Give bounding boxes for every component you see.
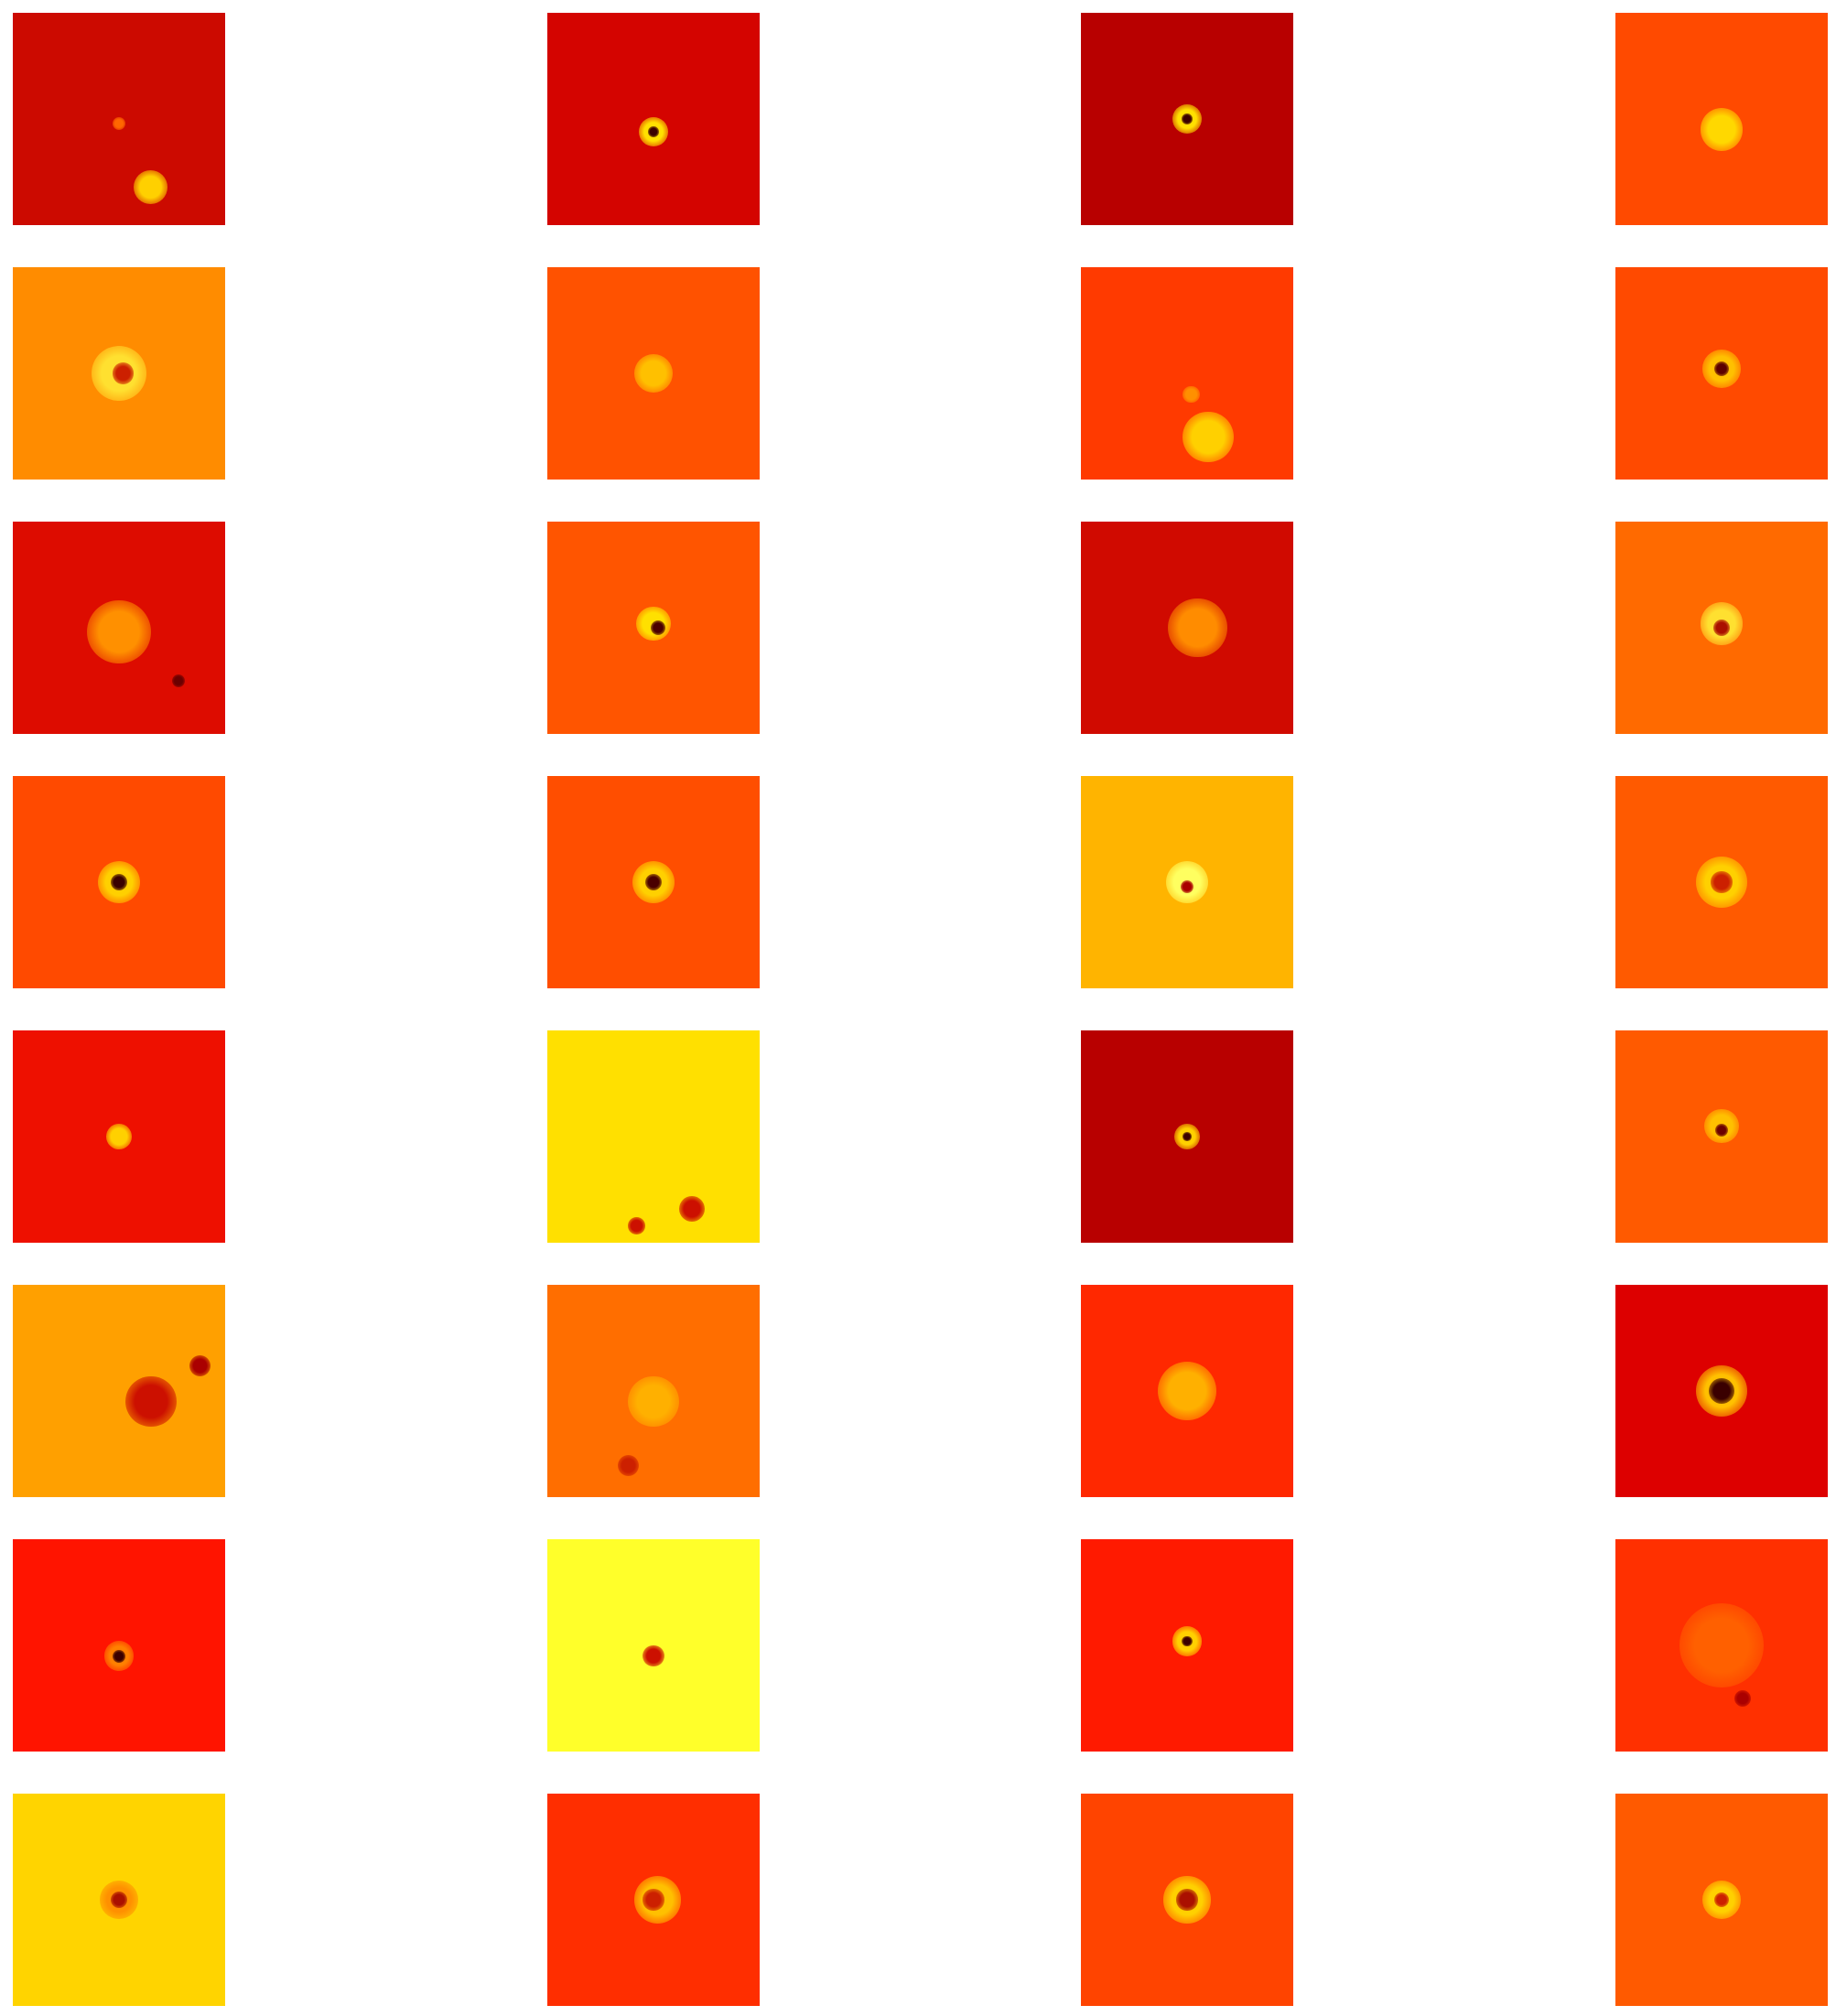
heatmap-tile (1615, 522, 1828, 734)
heatmap-spot (1734, 1690, 1752, 1708)
heatmap-spot (1181, 880, 1193, 893)
heatmap-tile (13, 776, 225, 988)
heatmap-spot (1715, 1124, 1728, 1137)
heatmap-spot (618, 1455, 639, 1476)
heatmap-tile (13, 267, 225, 480)
heatmap-spot (1182, 113, 1193, 124)
heatmap-spot (125, 1376, 177, 1428)
heatmap-spot (628, 1376, 679, 1428)
heatmap-tile (13, 1794, 225, 2006)
heatmap-spot (643, 1645, 664, 1666)
heatmap-tile (13, 13, 225, 225)
heatmap-tile (547, 1539, 760, 1752)
heatmap-spot (134, 170, 167, 204)
heatmap-spot (651, 620, 665, 635)
heatmap-tile (1081, 1539, 1293, 1752)
heatmap-tile (13, 1539, 225, 1752)
heatmap-spot (1183, 412, 1234, 463)
heatmap-spot (1168, 598, 1227, 658)
heatmap-spot (1679, 1603, 1765, 1688)
heatmap-tile (547, 1794, 760, 2006)
heatmap-tile (1081, 13, 1293, 225)
heatmap-tile (547, 1285, 760, 1497)
heatmap-tile (547, 267, 760, 480)
heatmap-tile (1615, 776, 1828, 988)
heatmap-tile (547, 522, 760, 734)
heatmap-spot (634, 354, 673, 393)
heatmap-spot (87, 600, 151, 664)
heatmap-tile (547, 1030, 760, 1243)
heatmap-tile (1615, 1030, 1828, 1243)
heatmap-spot (648, 126, 659, 137)
heatmap-spot (1183, 1132, 1191, 1140)
heatmap-spot (113, 362, 134, 383)
heatmap-tile (1081, 267, 1293, 480)
heatmap-spot (189, 1355, 211, 1376)
heatmap-tile (13, 522, 225, 734)
heatmap-tile (13, 1030, 225, 1243)
heatmap-spot (1711, 871, 1732, 892)
heatmap-spot (1176, 1889, 1197, 1910)
heatmap-tile (1081, 1030, 1293, 1243)
heatmap-tile (1081, 1794, 1293, 2006)
heatmap-tile (1615, 267, 1828, 480)
heatmap-spot (1183, 386, 1200, 404)
heatmap-tile (1081, 1285, 1293, 1497)
heatmap-spot (1709, 1378, 1734, 1404)
heatmap-tile (13, 1285, 225, 1497)
heatmap-spot (628, 1217, 645, 1234)
heatmap-tile (547, 776, 760, 988)
heatmap-tile (1081, 776, 1293, 988)
heatmap-tile (1615, 13, 1828, 225)
heatmap-tile (1615, 1794, 1828, 2006)
heatmap-spot (106, 1124, 132, 1149)
heatmap-spot (113, 117, 125, 130)
heatmap-spot (1701, 108, 1743, 150)
heatmap-spot (172, 674, 185, 687)
heatmap-spot (643, 1889, 664, 1910)
heatmap-spot (1182, 1636, 1193, 1647)
heatmap-tile (1615, 1285, 1828, 1497)
heatmap-spot (113, 1650, 125, 1663)
heatmap-tile (547, 13, 760, 225)
heatmap-spot (1158, 1362, 1217, 1421)
heatmap-spot (679, 1196, 705, 1222)
heatmap-tile (1081, 522, 1293, 734)
heatmap-tile (1615, 1539, 1828, 1752)
